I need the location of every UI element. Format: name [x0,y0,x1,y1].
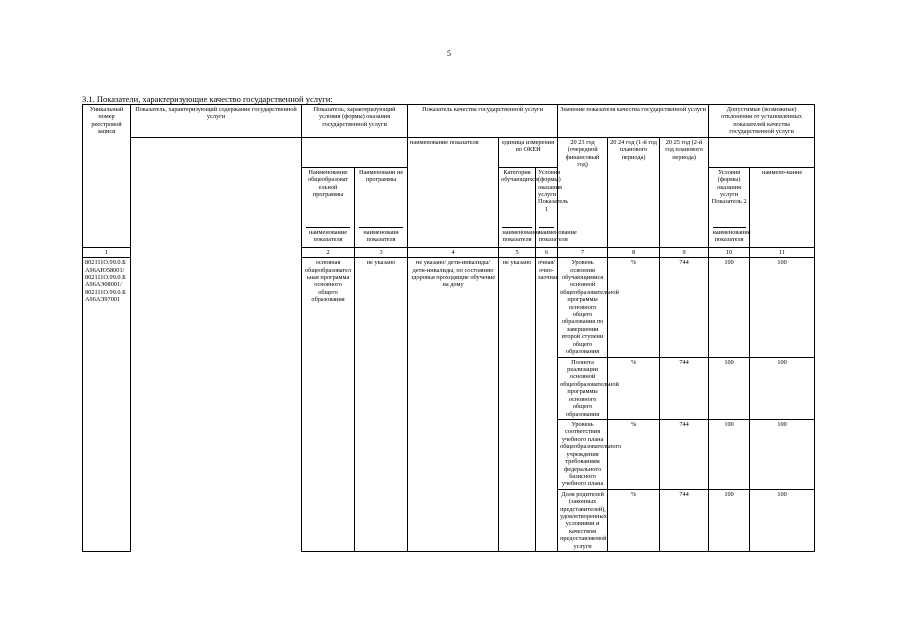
param-label-4-text: наименование показателя [538,228,577,244]
indicator-code: 744 [660,357,709,419]
indicator-unit: % [608,489,660,551]
indicator-code: 744 [660,489,709,551]
param-label-4 [536,225,577,247]
indicator-unit: % [608,419,660,489]
col-number: 7 [558,247,608,257]
section-title: 3.1. Показатели, характеризующие качество государственной услуги: [82,94,333,104]
param-conditions-1: Условия (формы) оказания услуги Показатель 1 [536,167,558,225]
header-quality-indicator: Показатель качества государственной услуги [408,105,558,138]
col-number: 9 [660,247,709,257]
param-label-5-text: наименование показателя [712,228,751,244]
header-deviations-spacer [709,137,815,167]
col-number: 8 [608,247,660,257]
col-number: 3 [355,247,408,257]
record-unique-number: 802111О.99.0.Б А96АЮ58001/ 802111О.99.0.Б А96АЭ08001/ 802111О.99.0.Б А96АЭ97001 [83,258,131,552]
page-number: 5 [447,49,451,58]
col-number: 4 [408,247,499,257]
col-number: 5 [499,247,536,257]
header-row-1 [83,105,815,138]
header-conditions-spacer [302,137,408,167]
param-label-1 [302,225,355,247]
param-label-5 [709,225,750,247]
col-number: 10 [709,247,750,257]
record-program: основная общеобразовател ьная программа основного общего образования [302,258,355,552]
col-number: 6 [536,247,558,257]
header-deviations: Допустимые (возможные) отклонения от установленных показателей качества государственной услуги [709,105,815,138]
indicator-value-1: 100 [709,357,750,419]
header-unit-okei: единица измерения по ОКЕИ [499,137,558,167]
indicator-value-2: 100 [750,419,815,489]
record-category: не указано/ дети-инвалиды/ дети-инвалиды, по состоянию здоровья проходящие обучение на дому [408,258,499,552]
indicator-value-2: 100 [750,489,815,551]
indicator-code: 744 [660,419,709,489]
header-row-2 [83,137,815,167]
indicator-name: Уровень освоения обучающимися основной общеобразовательной программы основного общего образования по завершении второй ступени общего образования [558,258,608,357]
param-label-2 [355,225,408,247]
indicator-value-1: 100 [709,258,750,357]
header-quality-values: Значение показателя качества государственной услуги [558,105,709,138]
header-unique-number: Уникальный номер реестровой записи [83,105,131,248]
indicator-value-2: 100 [750,258,815,357]
header-indicator-name: наименование показателя [408,137,499,247]
indicator-unit: % [608,357,660,419]
header-year-1: 20 23 год (очередной финансовый год) [558,137,608,247]
header-year-3: 20 25 год (2-й год планового периода) [660,137,709,247]
indicator-unit: % [608,258,660,357]
indicator-value-2: 100 [750,357,815,419]
header-conditions-indicator: Показатель, характеризующий условия (формы) оказания государственной услуги [302,105,408,138]
quality-indicators-table [82,104,815,552]
indicator-code: 744 [660,258,709,357]
header-year-2: 20 24 год (1-й год планового периода) [608,137,660,247]
indicator-value-1: 100 [709,419,750,489]
header-content-indicator: Показатель, характеризующий содержание государственной услуги [131,105,302,138]
record-named: не указано [355,258,408,552]
param-label-2-text: наименовани показателя [359,227,403,244]
col-number: 2 [302,247,355,257]
param-named: Наименовани не программы [355,167,408,225]
indicator-name: Уровень соответствия учебного плана общеобразовательного учреждения требованиям федерального базисного учебного плана [558,419,608,489]
header-unit-name: наимено-вание [750,167,815,247]
param-label-1-text: наименование показателя [306,227,350,244]
indicator-value-1: 100 [709,489,750,551]
record-condition-1: не указано [499,258,536,552]
param-label-3-text: наименование показателя [502,228,541,244]
param-program: Наименование общеобразоват ельной программы [302,167,355,225]
param-category: Категория обучающихся [499,167,536,225]
col-number: 1 [83,247,131,257]
indicator-name: Полнота реализации основной общеобразовательной программы основного общего образования [558,357,608,419]
header-content-spacer [131,137,302,551]
indicator-name: Доля родителей (законных представителей), удовлетворенных условиями и качеством предоставляемой услуги [558,489,608,551]
col-number: 11 [750,247,815,257]
param-label-3 [499,225,541,247]
param-conditions-2: Условия (формы) оказания услуги Показатель 2 [709,167,750,225]
record-condition-2: очная/ очно-заочная [536,258,558,552]
